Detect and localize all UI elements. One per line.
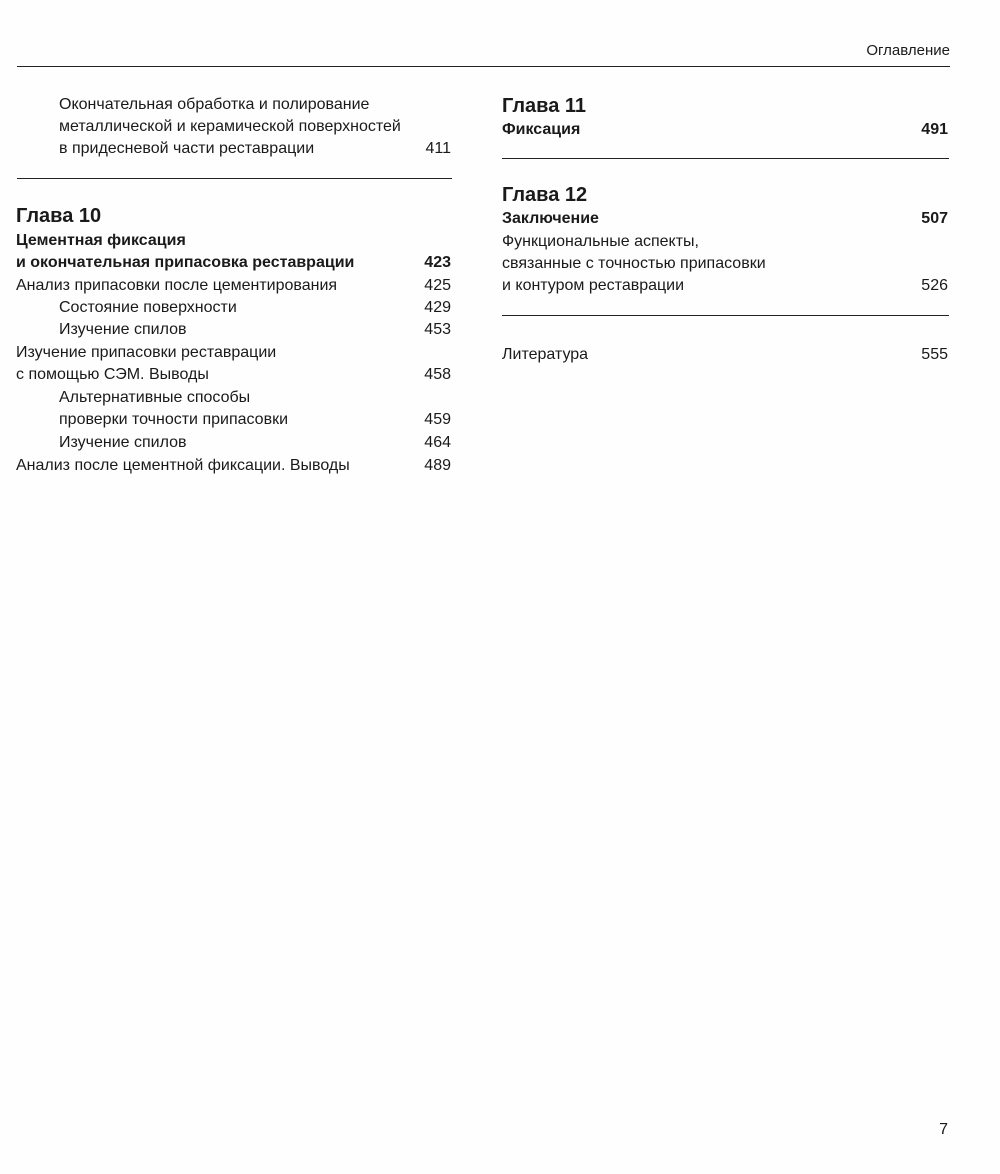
chapter-title[interactable]	[502, 208, 948, 230]
title-line: и окончательная припасовка реставрации	[16, 254, 355, 271]
entry-text: Литература	[502, 346, 589, 363]
entry-text: Анализ припасовки после цементирования	[16, 277, 338, 294]
entry-line: Функциональные аспекты,	[502, 233, 699, 250]
entry-line: Альтернативные способы	[59, 389, 251, 406]
page-number: 423	[424, 254, 451, 271]
page-number: 489	[424, 457, 451, 474]
page-number: 458	[424, 366, 451, 383]
toc-entry[interactable]	[16, 455, 451, 477]
right-column	[502, 0, 948, 400]
entry-line: Изучение припасовки реставрации	[16, 344, 277, 361]
page-number: 459	[424, 411, 451, 428]
page-number: 425	[424, 277, 451, 294]
toc-entry[interactable]	[16, 275, 451, 297]
entry-line: в придесневой части реставрации	[59, 140, 315, 157]
entry-line: связанные с точностью припасовки	[502, 255, 766, 272]
page-number: 507	[921, 210, 948, 227]
running-head: Оглавление	[866, 42, 950, 59]
entry-text: Изучение спилов	[59, 321, 187, 338]
chapter-title[interactable]	[16, 230, 451, 274]
section-rule	[502, 158, 949, 159]
toc-entry[interactable]	[16, 319, 451, 341]
entry-text: Анализ после цементной фиксации. Выводы	[16, 457, 350, 474]
page-folio: 7	[939, 1121, 948, 1138]
page-number: 453	[424, 321, 451, 338]
title-line: Цементная фиксация	[16, 232, 186, 249]
chapter-10	[16, 0, 451, 500]
page-number: 464	[424, 434, 451, 451]
toc-entry[interactable]	[16, 342, 451, 386]
entry-line: Окончательная обработка и полирование	[59, 96, 370, 113]
chapter-heading: Глава 11	[502, 95, 587, 117]
entry-line: с помощью СЭМ. Выводы	[16, 366, 209, 383]
page-number: 429	[424, 299, 451, 316]
page-number: 411	[425, 140, 451, 157]
entry-line: металлической и керамической поверхностей	[59, 118, 401, 135]
entry-line: и контуром реставрации	[502, 277, 685, 294]
section-rule	[502, 315, 949, 316]
toc-entry[interactable]	[16, 432, 451, 454]
page-number: 555	[921, 346, 948, 363]
entry-text: Состояние поверхности	[59, 299, 237, 316]
chapter-title-text: Заключение	[502, 210, 599, 227]
page-number: 491	[921, 121, 948, 138]
toc-entry[interactable]	[502, 231, 948, 297]
toc-entry-literature[interactable]	[502, 344, 948, 366]
chapter-heading: Глава 12	[502, 184, 588, 206]
entry-text: Изучение спилов	[59, 434, 187, 451]
chapter-title-text: Фиксация	[502, 121, 581, 138]
page-number: 526	[921, 277, 948, 294]
toc-entry[interactable]	[16, 297, 451, 319]
toc-entry[interactable]	[16, 387, 451, 431]
chapter-title[interactable]	[502, 119, 948, 141]
chapter-heading: Глава 10	[16, 205, 102, 227]
entry-line: проверки точности припасовки	[59, 411, 289, 428]
